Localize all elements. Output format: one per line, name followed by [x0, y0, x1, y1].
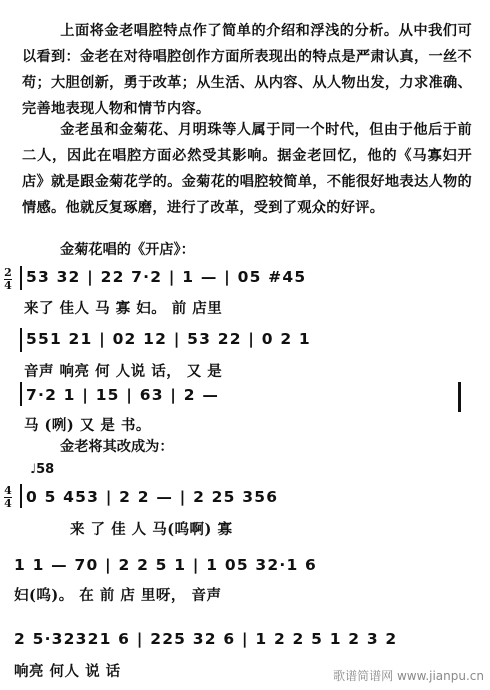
score-row-lyrics: 来了 佳人 马 寡 妇。 前 店里 [24, 300, 223, 317]
time-signature: 2 4 [4, 266, 12, 292]
revised-score-label: 金老将其改成为： [60, 439, 174, 455]
score-row-lyrics: 马 (咧) 又 是 书。 [24, 417, 151, 434]
original-score-label: 金菊花唱的《开店》： [60, 242, 195, 258]
score-row-notes: 551 21 | 02 12 | 53 22 | 0 2 1 [26, 330, 311, 348]
score-row-lyrics: 来 了 佳 人 马(呜啊) 寡 [70, 521, 233, 538]
paragraph-1: 上面将金老唱腔特点作了简单的介绍和浮浅的分析。从中我们可以看到：金老在对待唱腔创作方面所表现出的特点是严肃认真，一丝不苟；大胆创新，勇于改革；从生活、从内容、从人物出发，力求准确、完善地表现人物和情节内容。 [22, 23, 472, 117]
paragraph-2: 金老虽和金菊花、月明珠等人属于同一个时代，但由于他后于前二人，因此在唱腔方面必然受其影响。据金老回忆，他的《马寡妇开店》就是跟金菊花学的。金菊花的唱腔较简单，不能很好地表达人物的情感。他就反复琢磨，进行了改革，受到了观众的好评。 [22, 122, 472, 216]
tempo-mark: ♩58 [30, 462, 55, 477]
score-row-notes: 0 5 453 | 2 2 — | 2 25 356 [26, 488, 279, 506]
score-row-lyrics: 妇(呜)。 在 前 店 里呀， 音声 [14, 587, 222, 604]
score-row-lyrics: 响亮 何人 说 话 [14, 663, 121, 680]
watermark: 歌谱简谱网 www.jianpu.cn [333, 669, 484, 683]
score-row-lyrics: 音声 响亮 何 人说 话， 又 是 [24, 363, 223, 380]
score-row-notes: 53 32 | 22 7·2 | 1 — | 05 #45 [26, 268, 307, 286]
time-signature: 4 4 [4, 484, 12, 510]
score-row-notes: 2 5·32321 6 | 225 32 6 | 1 2 2 5 1 2 3 2 [14, 630, 398, 648]
score-row-notes: 7·2 1 | 15 | 63 | 2 — [26, 386, 220, 404]
score-row-notes: 1 1 — 70 | 2 2 5 1 | 1 05 32·1 6 [14, 556, 318, 574]
